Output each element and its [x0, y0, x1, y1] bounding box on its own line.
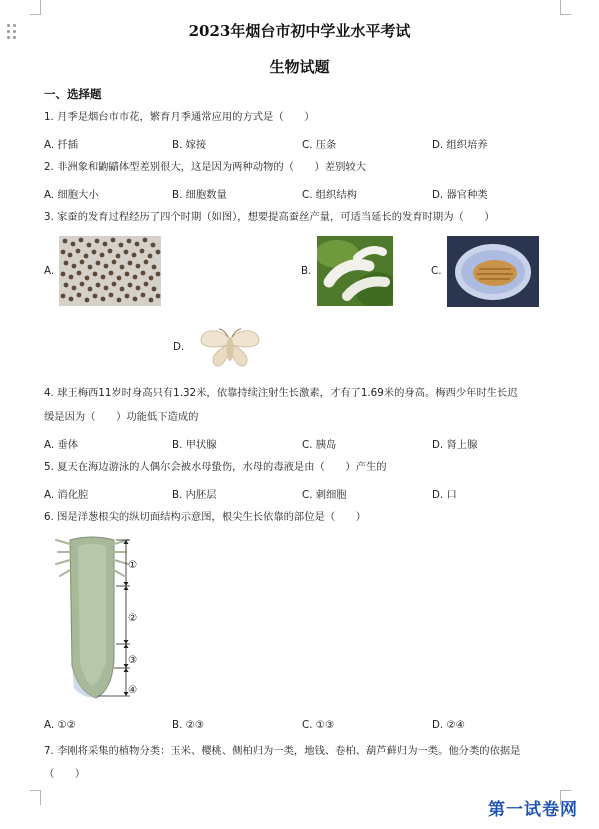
exam-title: 2023年烟台市初中学业水平考试 [188, 22, 411, 40]
eggs-illustration [59, 236, 161, 306]
question-1-option-b[interactable]: B. 嫁接 [172, 139, 207, 151]
silkworm-moth-image [197, 325, 263, 371]
silkworm-larva-image [317, 236, 393, 306]
question-1-option-a[interactable]: A. 扦插 [44, 139, 79, 151]
question-6-option-b[interactable]: B. ②③ [172, 719, 205, 731]
root-zone-label-2: ② [128, 612, 138, 624]
question-1-stem: 1. 月季是烟台市市花，繁育月季通常应用的方式是（ ） [44, 111, 315, 123]
question-4-option-b[interactable]: B. 甲状腺 [172, 439, 217, 451]
question-6-option-a[interactable]: A. ①② [44, 719, 76, 731]
silkworm-eggs-image [59, 236, 161, 306]
question-6-stem: 6. 图是洋葱根尖的纵切面结构示意图，根尖生长依靠的部位是（ ） [44, 511, 367, 523]
silkworm-pupa-image [447, 236, 539, 307]
question-4-stem-line2: 缓是因为（ ）功能低下造成的 [44, 411, 199, 423]
question-3-option-b[interactable]: B. [301, 265, 312, 277]
question-5-option-d[interactable]: D. 口 [432, 489, 457, 501]
question-3-option-a[interactable]: A. [44, 265, 55, 277]
question-2-option-b[interactable]: B. 细胞数量 [172, 189, 227, 201]
pupa-illustration [447, 236, 539, 307]
question-5-option-a[interactable]: A. 消化腔 [44, 489, 89, 501]
question-7-stem-line1: 7. 李刚将采集的植物分类：玉米、樱桃、侧柏归为一类，地钱、卷柏、葫芦藓归为一类。他分类的依据是 [44, 745, 521, 757]
question-5-option-c[interactable]: C. 刺细胞 [302, 489, 347, 501]
corner-mark-bottom-left [30, 790, 41, 805]
site-watermark: 第一试卷网 [488, 800, 578, 820]
moth-illustration [197, 325, 263, 371]
question-4-stem-line1: 4. 球王梅西11岁时身高只有1.32米，依靠持续注射生长激素，才有了1.69米的身高。梅西少年时生长迟 [44, 387, 518, 399]
root-zone-label-4: ④ [128, 684, 138, 696]
question-1-option-c[interactable]: C. 压条 [302, 139, 337, 151]
question-2-option-c[interactable]: C. 组织结构 [302, 189, 357, 201]
question-3-stem: 3. 家蚕的发育过程经历了四个时期（如图），想要提高蚕丝产量，可适当延长的发育时期为（ ） [44, 211, 495, 223]
question-5-stem: 5. 夏天在海边游泳的人偶尔会被水母蛰伤，水母的毒液是由（ ）产生的 [44, 461, 387, 473]
question-6-option-d[interactable]: D. ②④ [432, 719, 465, 731]
question-6-option-c[interactable]: C. ①③ [302, 719, 335, 731]
question-3-option-d[interactable]: D. [173, 341, 185, 353]
question-4-option-d[interactable]: D. 肾上腺 [432, 439, 478, 451]
section-heading: 一、选择题 [44, 87, 102, 101]
question-2-stem: 2. 非洲象和鼩鼱体型差别很大，这是因为两种动物的（ ）差别较大 [44, 161, 367, 173]
root-zone-label-1: ① [128, 559, 138, 571]
root-zone-label-3: ③ [128, 654, 138, 666]
question-2-option-d[interactable]: D. 器官种类 [432, 189, 488, 201]
corner-mark-top-left [30, 0, 41, 15]
corner-mark-top-right [560, 0, 571, 15]
question-4-option-a[interactable]: A. 垂体 [44, 439, 79, 451]
question-5-option-b[interactable]: B. 内胚层 [172, 489, 217, 501]
exam-subject: 生物试题 [269, 58, 330, 76]
question-4-option-c[interactable]: C. 胰岛 [302, 439, 337, 451]
question-3-option-c[interactable]: C. [431, 265, 442, 277]
question-1-option-d[interactable]: D. 组织培养 [432, 139, 488, 151]
question-2-option-a[interactable]: A. 细胞大小 [44, 189, 99, 201]
larva-illustration [317, 236, 393, 306]
question-7-stem-line2: （ ） [44, 768, 86, 780]
